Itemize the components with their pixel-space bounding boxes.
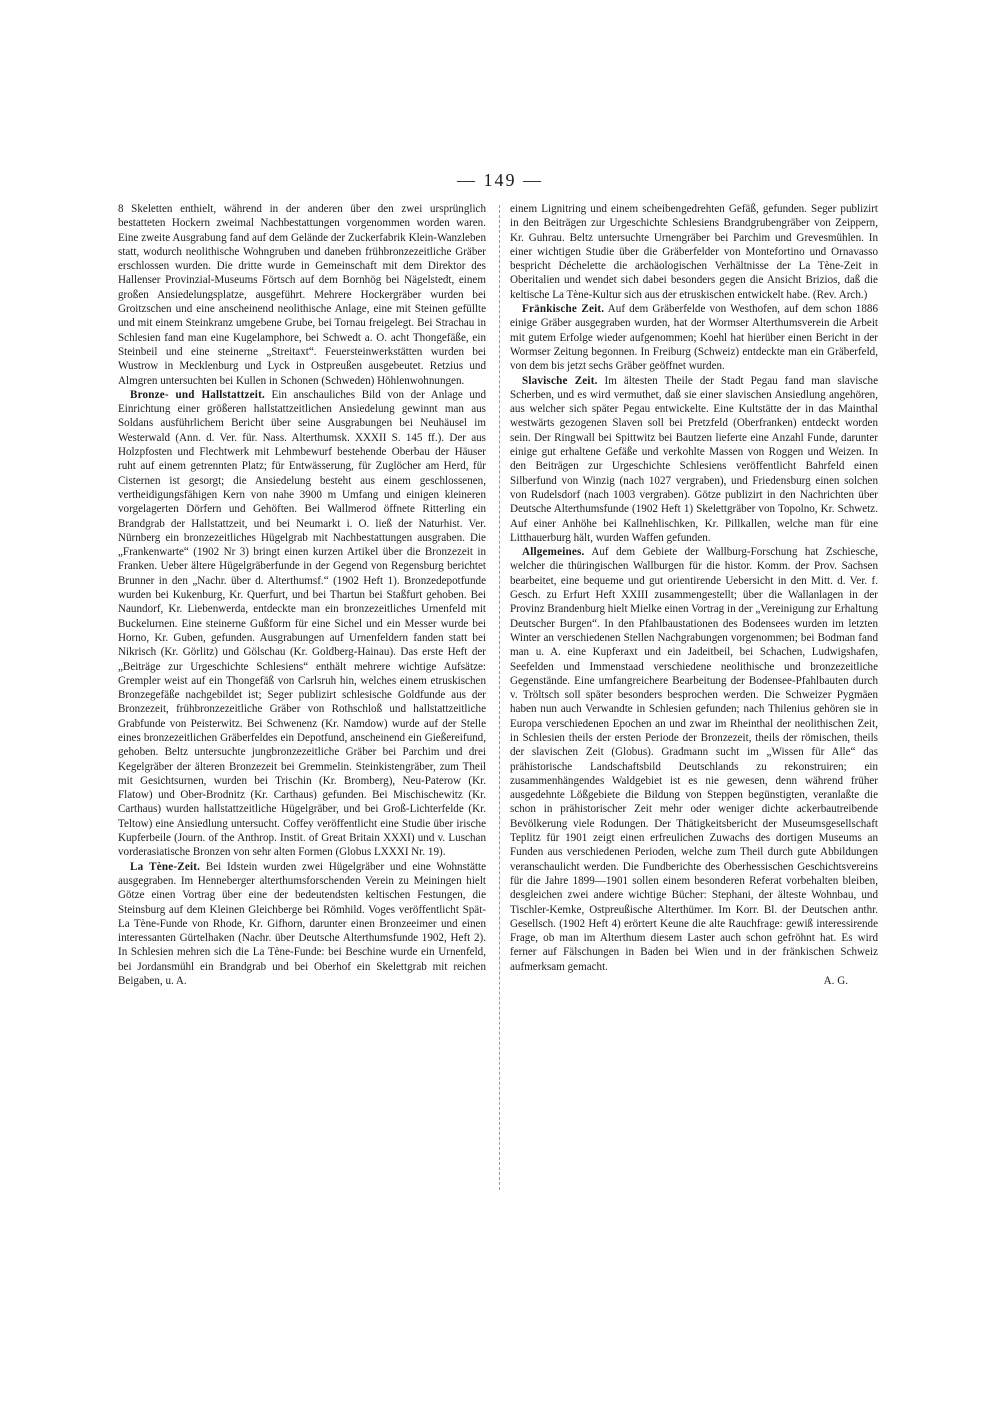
right-column — [510, 202, 878, 988]
left-column — [118, 202, 486, 988]
section-heading: La Tène-Zeit. — [130, 860, 201, 873]
paragraph — [510, 545, 878, 974]
column-divider — [499, 205, 500, 1190]
paragraph-text: Auf dem Gebiete der Wallburg-Forschung hat Zschiesche, welcher die thüringischen Wallburgen für die histor. Komm. der Prov. Sachsen bearbeitet, eine bequeme und gut orientirende Uebersicht in den Mitt. d. Ver. f. Gesch. zu Erfurt Heft XXIII zusammengestellt; über die Wallanlagen in der Provinz Brandenburg hielt Mielke einen Vortrag in der „Vereinigung zur Erhaltung Deutscher Burgen“. In den Pfahlbaustationen des Bodensees wurden im letzten Winter an verschiedenen Stellen Nachgrabungen vorgenommen; bei Bodman fand man u. A. eine Kupferaxt und ein Jadeitbeil, bei Schachen, Ludwigshafen, Seefelden und Immenstaad verschiedene neolithische und bronzezeitliche Gegenstände. Eine umfangreichere Bearbeitung der Bodensee-Pfahlbauten durch v. Tröltsch soll später besonders besprochen werden. Die Schweizer Pygmäen haben nun auch Verwandte in Schlesien gefunden; nach Thilenius gehören sie in Europa verschiedenen Epochen an und zwar im Rheinthal der neolithischen Zeit, in Schlesien theils der ersten Periode der Bronzezeit, theils der römischen, theils der slavischen Zeit (Globus). Gradmann sucht im „Wissen für Alle“ das prähistorische Landschaftsbild Deutschlands zu rekonstruiren; ein zusammenhängendes Waldgebiet ist es nie gewesen, denn während früher ausgedehnte Lößgebiete die Bildung von Steppen begünstigten, veranlaßte die schon in prähistorischer Zeit mehr oder weniger dichte ackerbautreibende Bevölkerung viele Rodungen. Der Thätigkeitsbericht der Museumsgesellschaft Teplitz für 1901 zeigt einen erfreulichen Zuwachs des dortigen Museums an Funden aus verschiedenen Perioden, welche zum Theil durch gute Abbildungen veranschaulicht werden. Die Fundberichte des Oberhessischen Geschichtsvereins für die Jahre 1899—1901 sollen einem besonderen Referat vorbehalten bleiben, desgleichen zwei andere wichtige Bücher: Stephani, der älteste Wohnbau, und Tischler-Kemke, Ostpreußische Alterthümer. Im Korr. Bl. der Deutschen anthr. Gesellsch. (1902 Heft 4) erörtert Keune die alte Rauchfrage: gewiß interessirende Frage, ob man im Alterthum diesem Laster auch schon gefröhnt hat. Es wird ferner auf Fälschungen in Baden bei Wien und in der fränkischen Schweiz aufmerksam gemacht. — [510, 546, 878, 973]
paragraph — [118, 202, 486, 388]
section-heading: Slavische Zeit. — [522, 374, 598, 387]
section-heading: Allgemeines. — [522, 546, 585, 559]
paragraph-text: Ein anschauliches Bild von der Anlage und Einrichtung einer größeren hallstattzeitlichen Ansiedelung gewinnt man aus Soldans ausführlichem Bericht über seine Ausgrabungen bei Neuhäusel im Westerwald (Ann. d. Ver. für. Nass. Alterthumsk. XXXII S. 145 ff.). Der aus Holzpfosten und Flechtwerk mit Lehmbewurf bestehende Oberbau der Häuser ruht auf einem getrennten Platz; für Entwässerung, für Zuglöcher am Herd, für Cisternen ist gesorgt; die Ansiedelung besteht aus einem geschlossenen, vertheidigungsfähigen Kern von nahe 3900 m Umfang und einigen kleineren vorgelagerten Dörfern und Gehöften. Bei Wallmerod öffnete Ritterling ein Brandgrab der Hallstattzeit, und bei Neumarkt i. O. ließ der Naturhist. Ver. Nürnberg ein bronzezeitliches Hügelgrab mit Nachbestattungen ausgraben. Die „Frankenwarte“ (1902 Nr 3) bringt einen kurzen Artikel über die Bronzezeit in Franken. Ueber ältere Hügelgräberfunde in der Gegend von Regensburg berichtet Brunner in den „Nachr. über d. Alterthumsf.“ (1902 Heft 1). Bronzedepotfunde wurden bei Kukenburg, Kr. Querfurt, und bei Thartun bei Staßfurt gehoben. Bei Naundorf, Kr. Liebenwerda, entdeckte man ein bronzezeitliches Urnenfeld mit Buckelurnen. Eine steinerne Gußform für eine Sichel und ein Messer wurde bei Horno, Kr. Guben, gefunden. Ausgrabungen auf Urnenfeldern fanden statt bei Nikrisch (Kr. Görlitz) und Gölschau (Kr. Goldberg-Hainau). Das erste Heft der „Beiträge zur Urgeschichte Schlesiens“ enthält mehrere wichtige Aufsätze: Grempler weist auf ein Thongefäß von Carlsruh hin, welches einem etruskischen Bronzegefäße nachgebildet ist; Seger publizirt schlesische Goldfunde aus der Bronzezeit, frühbronzezeitliche Gräber von Rothschloß und hallstattzeitliche Grabfunde von Peisterwitz. Bei Schwenenz (Kr. Namdow) wurde auf der Stelle eines bronzezeitlichen Gräberfeldes ein Depotfund, anscheinend ein Gießereifund, gehoben. Beltz untersuchte jungbronzezeitliche Gräber bei Parchim und drei Kegelgräber der älteren Bronzezeit bei Gremmelin. Steinkistengräber, zum Theil mit Gesichtsurnen, wurden bei Trischin (Kr. Bromberg), Neu-Paterow (Kr. Flatow) und Ober-Brodnitz (Kr. Carthaus) gefunden. Bei Mischischewitz (Kr. Carthaus) wurden hallstattzeitliche Hügelgräber, und bei Groß-Lichterfelde (Kr. Teltow) eine Ansiedlung untersucht. Coffey veröffentlicht eine Studie über irische Kupferbeile (Journ. of the Anthrop. Instit. of Great Britain XXXI) und v. Luschan vorderasiatische Bronzen von sehr alten Formen (Globus LXXXI Nr. 19). — [118, 388, 486, 859]
section-heading: Bronze- und Hallstattzeit. — [130, 388, 265, 401]
paragraph-text: Bei Idstein wurden zwei Hügelgräber und eine Wohnstätte ausgegraben. Im Henneberger alterthumsforschenden Verein zu Meiningen hielt Götze einen Vortrag über eine der bedeutendsten keltischen Festungen, die Steinsburg auf dem Kleinen Gleichberge bei Römhild. Voges veröffentlicht Spät-La Tène-Funde von Rhode, Kr. Gifhorn, darunter einen Bronzeeimer und einen interessanten Gürtelhaken (Nachr. über Deutsche Alterthumsfunde 1902, Heft 2). In Schlesien mehren sich die La Tène-Funde: bei Beschine wurde ein Urnenfeld, bei Jordansmühl ein Brandgrab und bei Oberhof ein Skelettgrab mit reichen Beigaben, u. A. — [118, 860, 486, 988]
paragraph — [510, 202, 878, 302]
section-heading: Fränkische Zeit. — [522, 303, 605, 316]
paragraph-text: Im ältesten Theile der Stadt Pegau fand man slavische Scherben, und es wird vermuthet, daß sie einer slavischen Ansiedlung angehören, aus welcher sich später Pegau entwickelte. Eine Kultstätte der in das Mainthal westwärts gezogenen Slaven soll bei Pretzfeld (Oberfranken) entdeckt worden sein. Der Ringwall bei Spittwitz bei Bautzen lieferte eine Anzahl Funde, darunter einige gut erhaltene Gefäße und verkohlte Massen von Roggen und Weizen. In den Beiträgen zur Urgeschichte Schlesiens veröffentlicht Bahrfeld einen Silberfund von Winzig (nach 1027 vergraben), und Friedensburg einen solchen von Rudelsdorf (nach 1003 vergraben). Götze publizirt in den Nachrichten über Deutsche Alterthumsfunde (1902 Heft 1) Skelettgräber von Topolno, Kr. Schwetz. Auf einer Anhöhe bei Kallnehlischken, Kr. Pillkallen, welche man für eine Litthauerburg hält, wurden Waffen gefunden. — [510, 374, 878, 544]
paragraph — [510, 302, 878, 373]
page-number: — 149 — — [457, 170, 543, 190]
paragraph-text: 8 Skeletten enthielt, während in der anderen über den zwei ursprünglich bestatteten Hockern zweimal Nachbestattungen vorgenommen worden waren. Eine zweite Ausgrabung fand auf dem Gelände der Zuckerfabrik Klein-Wanzleben statt, wodurch neolithische Wohngruben und daneben frühbronzezeitliche Gräber erschlossen wurden. Die dritte wurde in Gemeinschaft mit dem Direktor des Hallenser Provinzial-Museums Förtsch auf dem Bornhög bei Nägelstedt, einem großen Ansiedelungsplatze, ausgeführt. Mehrere Hockergräber wurden bei Groitzschen und eine anscheinend neolithische Anlage, eine mit Steinen gefüllte und mit einem Steinkranz umgebene Grube, bei Tornau freigelegt. Bei Strachau in Schlesien fand man eine Kugelamphore, bei Schwedt a. O. acht Thongefäße, ein Steinbeil und eine steinerne „Streitaxt“. Feuersteinwerkstätten wurden bei Wustrow in Mecklenburg und Lyck in Ostpreußen ausgebeutet. Retzius und Almgren untersuchten bei Kullen in Schonen (Schweden) Höhlenwohnungen. — [118, 203, 486, 387]
author-signature: A. G. — [823, 975, 848, 988]
paragraph — [118, 388, 486, 860]
paragraph — [118, 860, 486, 989]
paragraph-text: Auf dem Gräberfelde von Westhofen, auf dem schon 1886 einige Gräber ausgegraben wurden, hat der Wormser Alterthumsverein die Arbeit mit gutem Erfolge wieder aufgenommen; Koehl hat hierüber einen Bericht in der Wormser Zeitung begonnen. In Freiburg (Schweiz) entdeckte man ein Gräberfeld, von dem bis jetzt sechs Gräber geöffnet wurden. — [510, 303, 878, 373]
paragraph — [510, 374, 878, 546]
paragraph-text: einem Lignitring und einem scheibengedrehten Gefäß, gefunden. Seger publizirt in den Beiträgen zur Urgeschichte Schlesiens Brandgrubengräber von Zeippern, Kr. Guhrau. Beltz untersuchte Urnengräber bei Parchim und Grevesmühlen. In einer wichtigen Studie über die Gräberfelder von Montefortino und Ornavasso bespricht Déchelette die archäologischen Verhältnisse der La Tène-Zeit in Oberitalien und wendet sich dabei besonders gegen die Ansicht Brizios, daß die keltische La Tène-Kultur sich aus der etruskischen entwickelt habe. (Rev. Arch.) — [510, 203, 878, 301]
